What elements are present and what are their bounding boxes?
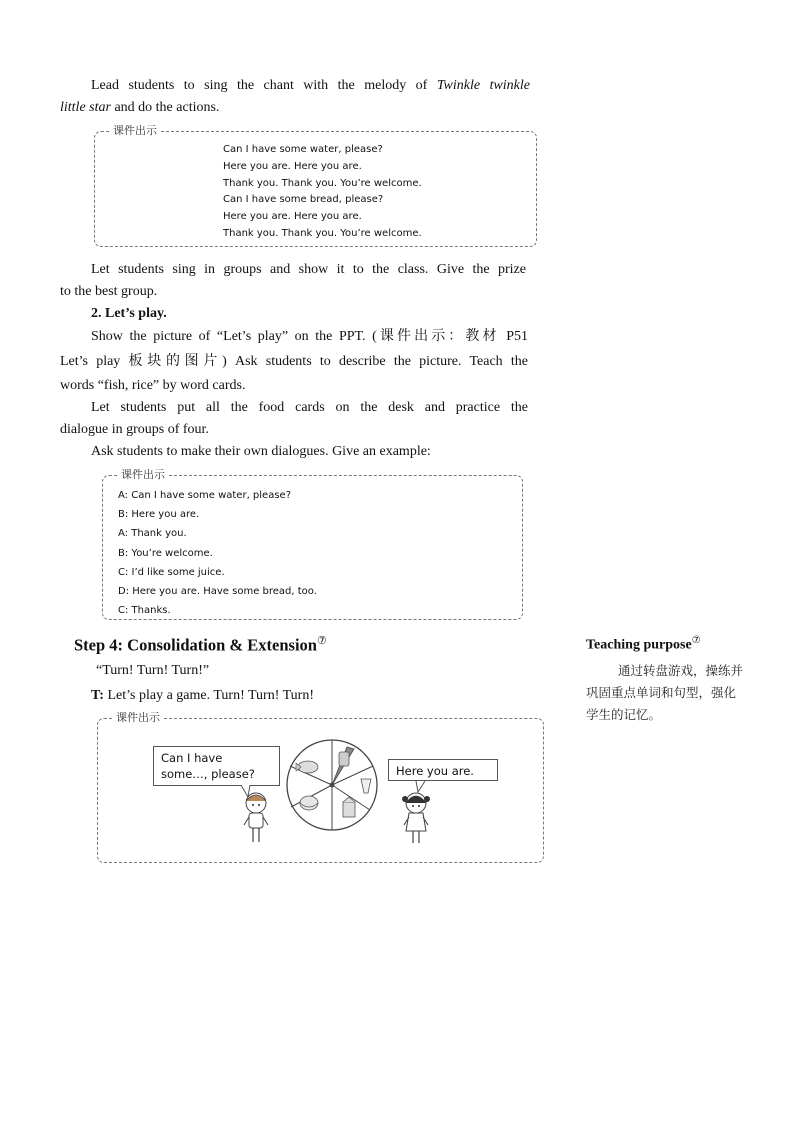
teaching-purpose-line-2: 巩固重点单词和句型，强化 (586, 685, 737, 700)
lets-play-p3-line1: Ask students to make their own dialogues. Give an example: (91, 444, 431, 459)
bubble-left-text: Can I have some…, please? (161, 751, 255, 781)
bubble-tail-right (416, 781, 425, 792)
bubble-right-text: Here you are. (396, 764, 474, 778)
intro-text: and do the actions. (114, 100, 220, 115)
footnote-mark: ⑦ (316, 635, 327, 647)
chant-line: Here you are. Here you are. (223, 211, 362, 223)
chant-lines (223, 142, 422, 243)
lets-play-p2-line2: dialogue in groups of four. (60, 422, 209, 437)
courseware-box-game (97, 711, 544, 863)
teacher-text: Let’s play a game. Turn! Turn! Turn! (107, 688, 314, 703)
step4-heading (74, 634, 327, 656)
groups-line-1: Let students sing in groups and show it to the class. Give the prize (91, 262, 526, 277)
dialogue-line: B: Here you are. (118, 509, 200, 521)
lets-play-p1-line1: Show the picture of “Let’s play” on the PPT. (课件出示：教材 P51 (91, 329, 528, 344)
lets-play-p1-line2: Let’s play 板块的图片) Ask students to describe the picture. Teach the (60, 354, 528, 369)
teaching-purpose-line-3: 学生的记忆。 (586, 707, 662, 722)
dialogue-line: C: I’d like some juice. (118, 566, 225, 578)
box-label: 课件出示 (113, 711, 163, 725)
courseware-box-chant (94, 124, 537, 247)
intro-text: Lead students to sing the chant with the melody of (91, 78, 428, 93)
dialogue-line: D: Here you are. Have some bread, too. (118, 586, 317, 598)
lets-play-p2-line1: Let students put all the food cards on the desk and practice the (91, 400, 528, 415)
dialogue-line: A: Thank you. (118, 528, 187, 540)
chant-line: Thank you. Thank you. You’re welcome. (223, 227, 422, 239)
turn-line: “Turn! Turn! Turn!” (96, 663, 210, 678)
groups-line-2: to the best group. (60, 284, 158, 299)
dialogue-lines (118, 486, 317, 620)
chant-line: Here you are. Here you are. (223, 160, 362, 172)
game-illustration (98, 719, 543, 862)
spinner-wheel-icon (287, 740, 377, 830)
box-label: 课件出示 (110, 124, 160, 138)
courseware-box-dialogue (102, 468, 523, 620)
chant-line: Thank you. Thank you. You’re welcome. (223, 177, 422, 189)
footnote-mark: ⑦ (691, 635, 701, 646)
teaching-purpose-line-1: 通过转盘游戏，操练并 (618, 663, 744, 678)
teacher-line (91, 685, 314, 707)
box-label: 课件出示 (118, 468, 168, 482)
girl-character-icon (402, 793, 430, 843)
teaching-purpose-title-text: Teaching purpose (586, 637, 692, 653)
teaching-purpose-title (586, 635, 701, 654)
boy-character-icon (244, 793, 268, 842)
intro-line-1 (60, 75, 530, 97)
lets-play-p1-line3: words “fish, rice” by word cards. (60, 378, 246, 393)
bubble-tail-left (241, 785, 250, 797)
lets-play-heading: 2. Let’s play. (91, 306, 167, 321)
step4-heading-text: Step 4: Consolidation & Extension (74, 635, 317, 655)
teacher-label: T: (91, 688, 104, 703)
chant-line: Can I have some bread, please? (223, 194, 384, 206)
dialogue-line: B: You’re welcome. (118, 547, 213, 559)
dialogue-line: A: Can I have some water, please? (118, 490, 292, 501)
dialogue-line: C: Thanks. (118, 605, 171, 617)
chant-line: Can I have some water, please? (223, 144, 383, 155)
intro-line-2 (60, 97, 219, 119)
song-title-part: Twinkle twinkle (436, 78, 531, 93)
song-title-part: little star (60, 100, 111, 115)
